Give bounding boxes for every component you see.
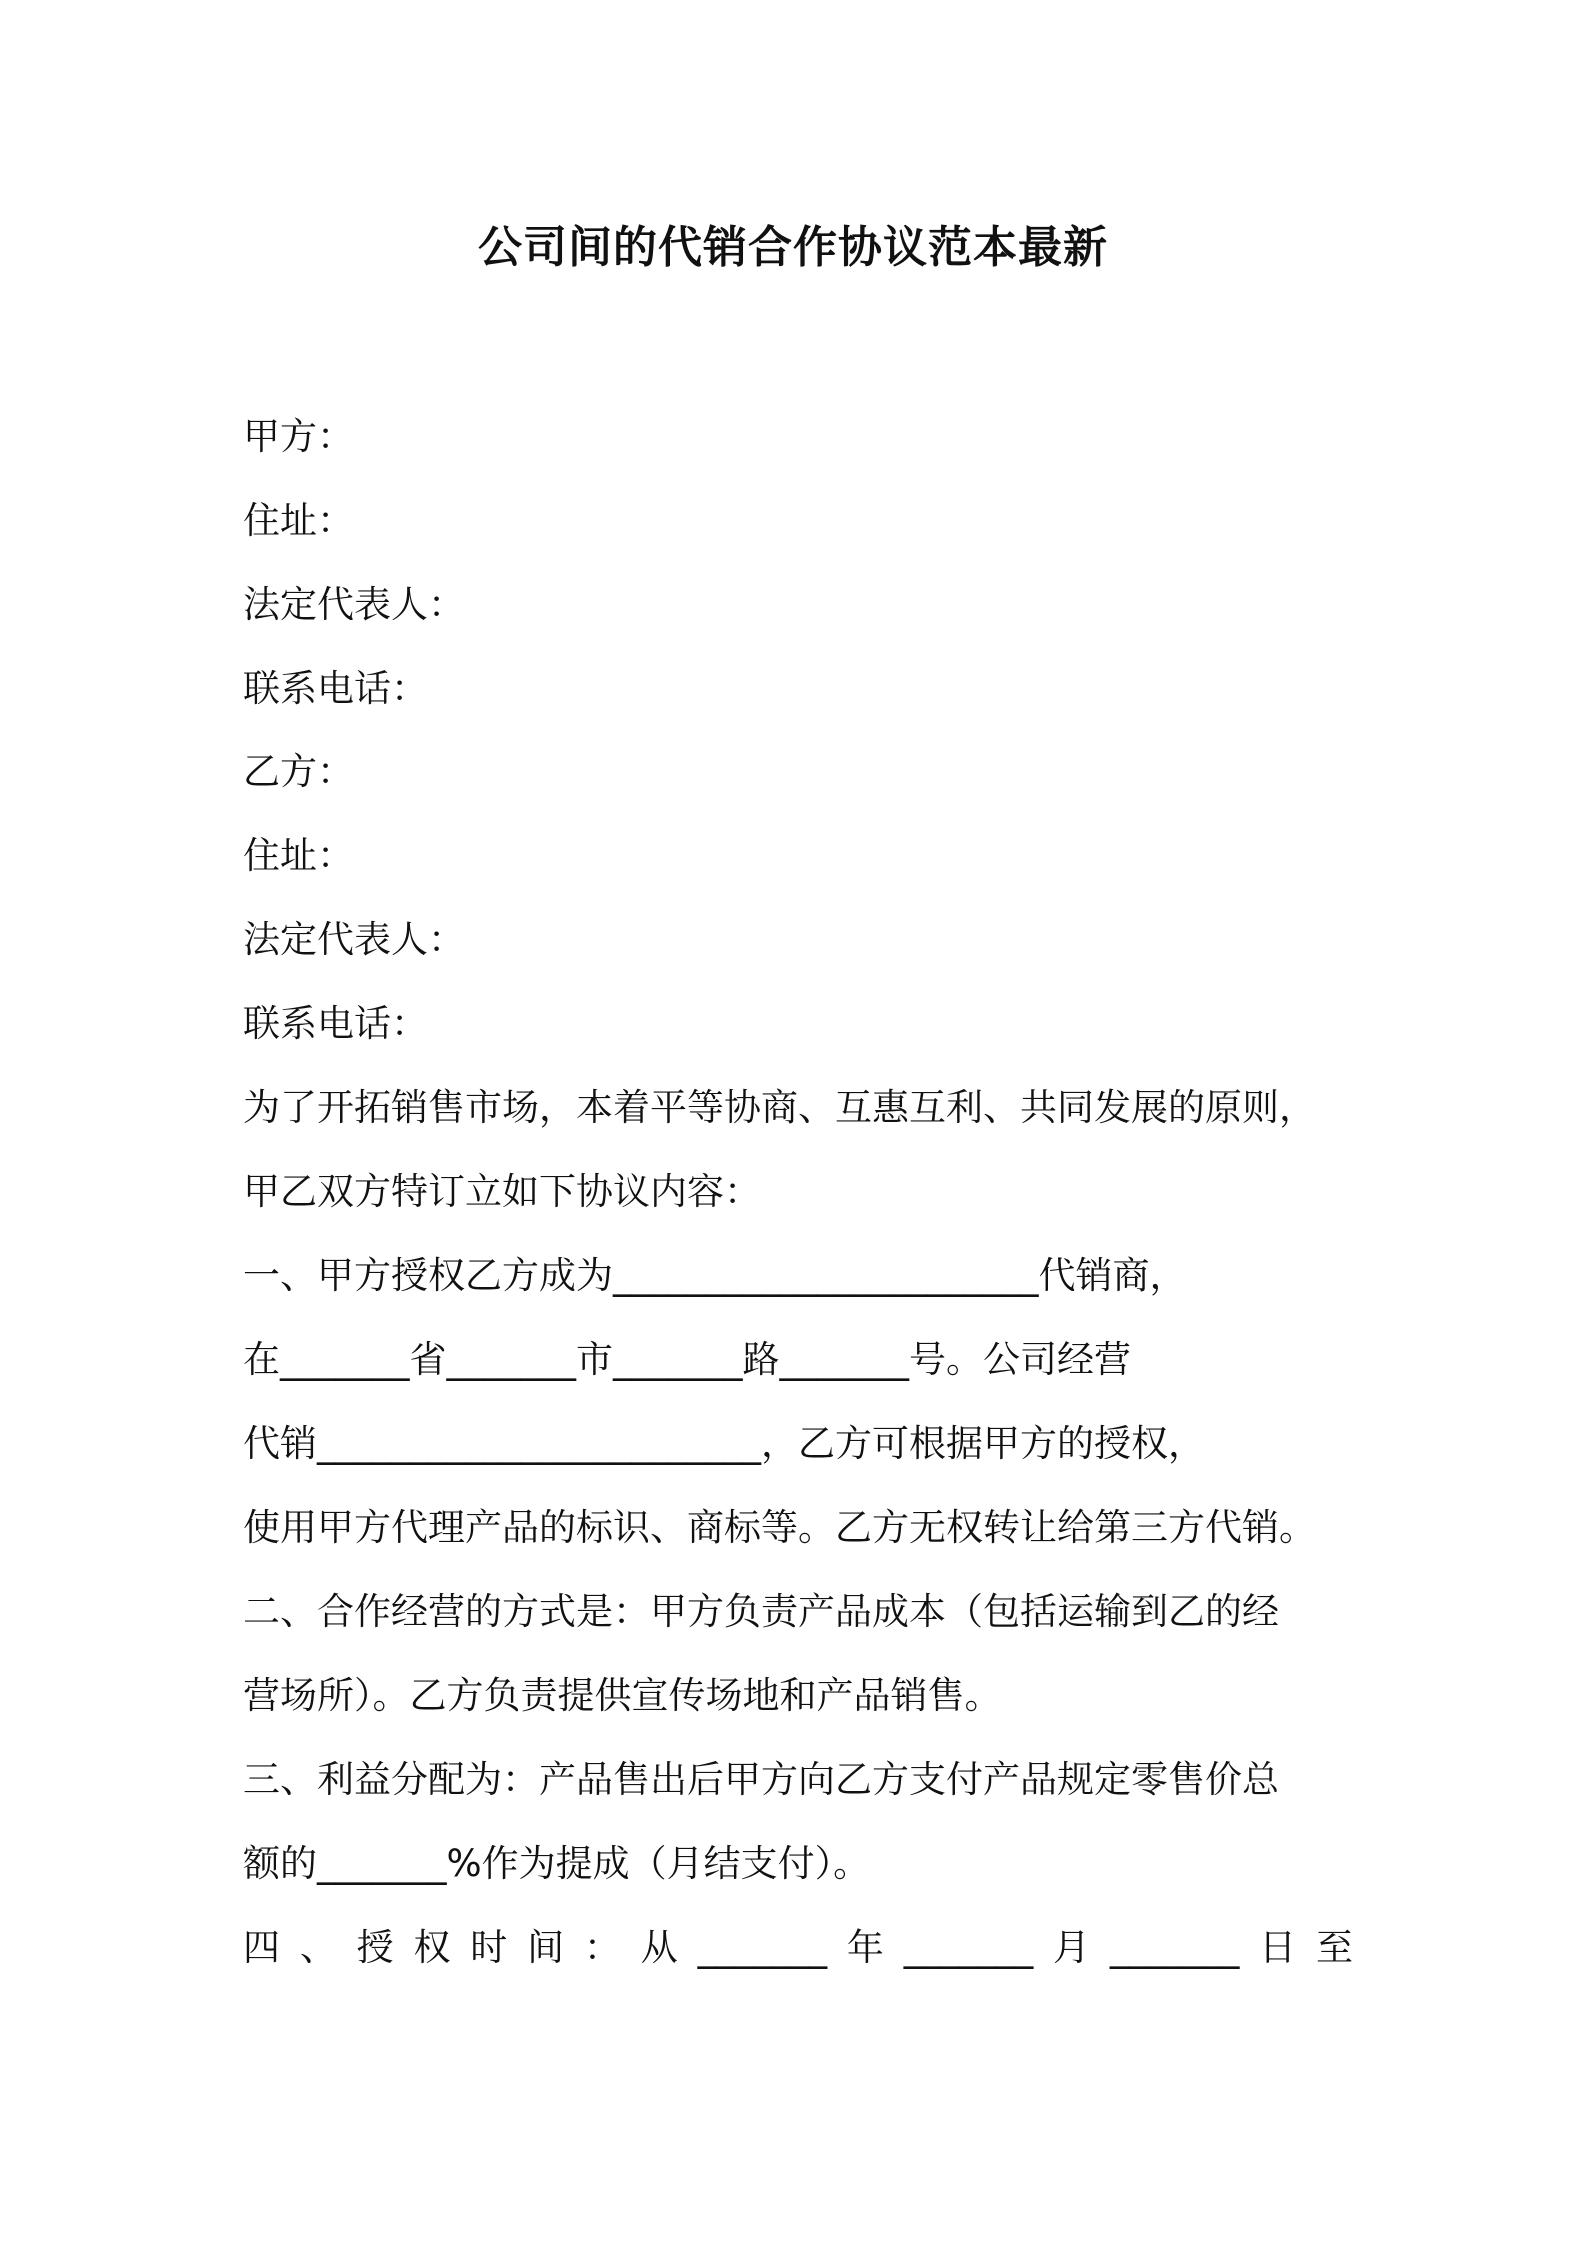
preamble-line-2: 甲乙双方特订立如下协议内容： xyxy=(243,1170,761,1213)
document-title: 公司间的代销合作协议范本最新 xyxy=(478,222,1108,273)
clause-3-line-1: 三、利益分配为：产品售出后甲方向乙方支付产品规定零售价总 xyxy=(243,1758,1279,1801)
clause-1-line-3: 代销________________________，乙方可根据甲方的授权， xyxy=(243,1422,1205,1465)
clause-1-line-1: 一、甲方授权乙方成为_______________________代销商， xyxy=(243,1254,1187,1297)
party-a-phone-label: 联系电话： xyxy=(243,667,428,710)
clause-3-line-2: 额的_______%作为提成（月结支付）。 xyxy=(243,1842,871,1885)
party-b-address-label: 住址： xyxy=(243,834,354,877)
party-a-address-label: 住址： xyxy=(243,499,354,542)
preamble-line-1: 为了开拓销售市场，本着平等协商、互惠互利、共同发展的原则， xyxy=(243,1086,1316,1129)
clause-2-line-1: 二、合作经营的方式是：甲方负责产品成本（包括运输到乙的经 xyxy=(243,1590,1279,1633)
clause-1-line-4: 使用甲方代理产品的标识、商标等。乙方无权转让给第三方代销。 xyxy=(243,1506,1316,1549)
party-b-legal-rep-label: 法定代表人： xyxy=(243,918,465,961)
party-b-label: 乙方： xyxy=(243,750,354,793)
party-a-label: 甲方： xyxy=(243,415,354,458)
clause-4-line-1: 四、授权时间：从_______年_______月_______日至 xyxy=(243,1926,1353,1969)
clause-2-line-2: 营场所）。乙方负责提供宣传场地和产品销售。 xyxy=(243,1674,1002,1717)
clause-1-line-2: 在_______省_______市_______路_______号。公司经营 xyxy=(243,1338,1131,1381)
party-a-legal-rep-label: 法定代表人： xyxy=(243,583,465,626)
party-b-phone-label: 联系电话： xyxy=(243,1002,428,1045)
